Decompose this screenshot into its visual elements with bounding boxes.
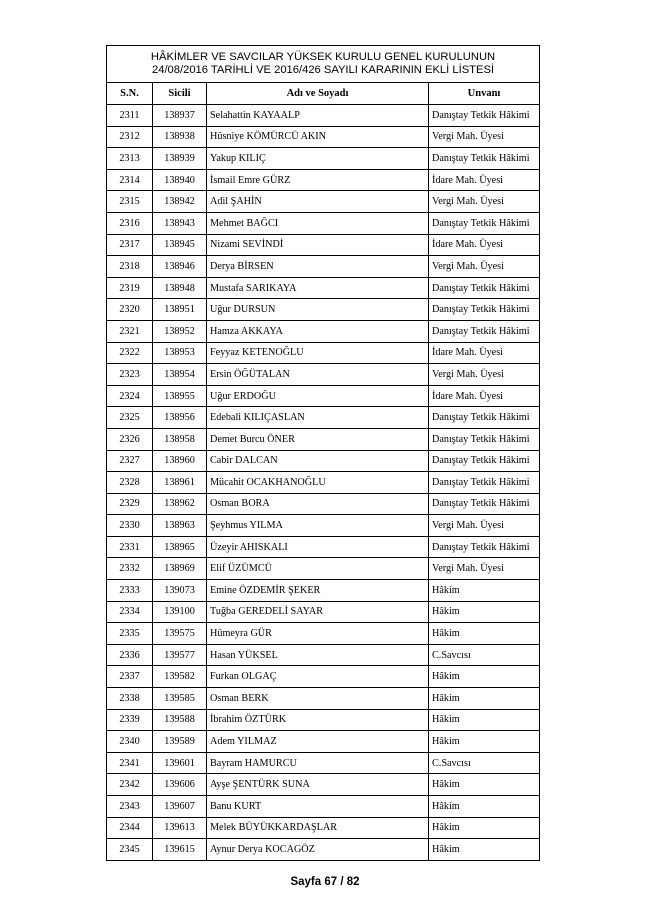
table-row	[107, 536, 540, 558]
cell-sicil: 139601	[153, 752, 207, 774]
cell-name: İsmail Emre GÜRZ	[207, 169, 429, 191]
cell-name: Derya BİRSEN	[207, 256, 429, 278]
cell-sicil: 139589	[153, 731, 207, 753]
cell-sicil: 138939	[153, 148, 207, 170]
cell-name: Edebali KILIÇASLAN	[207, 407, 429, 429]
cell-title: Danıştay Tetkik Hâkimi	[429, 472, 540, 494]
table-row	[107, 709, 540, 731]
cell-sicil: 138956	[153, 407, 207, 429]
cell-sn: 2333	[107, 580, 153, 602]
cell-title: Danıştay Tetkik Hâkimi	[429, 450, 540, 472]
cell-sn: 2315	[107, 191, 153, 213]
table-row	[107, 126, 540, 148]
cell-title: İdare Mah. Üyesi	[429, 234, 540, 256]
cell-title: Hâkim	[429, 796, 540, 818]
cell-title: Vergi Mah. Üyesi	[429, 558, 540, 580]
cell-name: Osman BORA	[207, 493, 429, 515]
cell-title: Danıştay Tetkik Hâkimi	[429, 536, 540, 558]
cell-sicil: 139073	[153, 580, 207, 602]
cell-name: Selahattin KAYAALP	[207, 105, 429, 127]
cell-sn: 2325	[107, 407, 153, 429]
cell-sicil: 138945	[153, 234, 207, 256]
cell-sicil: 138963	[153, 515, 207, 537]
header-name: Adı ve Soyadı	[207, 83, 429, 105]
cell-sn: 2335	[107, 623, 153, 645]
cell-name: Mehmet BAĞCI	[207, 212, 429, 234]
cell-name: Ersin ÖĞÜTALAN	[207, 364, 429, 386]
table-row	[107, 493, 540, 515]
cell-sn: 2321	[107, 320, 153, 342]
table-row	[107, 644, 540, 666]
table-row	[107, 731, 540, 753]
cell-name: Üzeyir AHISKALI	[207, 536, 429, 558]
cell-sn: 2343	[107, 796, 153, 818]
cell-sicil: 139575	[153, 623, 207, 645]
cell-sn: 2324	[107, 385, 153, 407]
header-sicil: Sicili	[153, 83, 207, 105]
table-row	[107, 299, 540, 321]
cell-sicil: 139582	[153, 666, 207, 688]
document-title	[107, 46, 540, 83]
cell-name: Banu KURT	[207, 796, 429, 818]
cell-title: Danıştay Tetkik Hâkimi	[429, 493, 540, 515]
table-row	[107, 169, 540, 191]
cell-sicil: 138961	[153, 472, 207, 494]
cell-title: Danıştay Tetkik Hâkimi	[429, 148, 540, 170]
table-row	[107, 428, 540, 450]
cell-title: Danıştay Tetkik Hâkimi	[429, 105, 540, 127]
cell-sicil: 138951	[153, 299, 207, 321]
cell-sn: 2316	[107, 212, 153, 234]
cell-sn: 2320	[107, 299, 153, 321]
cell-sicil: 139577	[153, 644, 207, 666]
table-row	[107, 601, 540, 623]
header-title: Unvanı	[429, 83, 540, 105]
cell-sn: 2338	[107, 688, 153, 710]
cell-sicil: 139606	[153, 774, 207, 796]
cell-name: Hamza AKKAYA	[207, 320, 429, 342]
cell-name: Emine ÖZDEMİR ŞEKER	[207, 580, 429, 602]
cell-sn: 2328	[107, 472, 153, 494]
cell-title: Hâkim	[429, 709, 540, 731]
cell-sicil: 138962	[153, 493, 207, 515]
cell-sn: 2345	[107, 839, 153, 861]
table-row	[107, 580, 540, 602]
table-row	[107, 320, 540, 342]
cell-sn: 2330	[107, 515, 153, 537]
cell-sicil: 138948	[153, 277, 207, 299]
cell-sn: 2313	[107, 148, 153, 170]
cell-sn: 2312	[107, 126, 153, 148]
cell-title: Danıştay Tetkik Hâkimi	[429, 277, 540, 299]
cell-name: Adem YILMAZ	[207, 731, 429, 753]
cell-sn: 2314	[107, 169, 153, 191]
table-row	[107, 450, 540, 472]
cell-sicil: 138937	[153, 105, 207, 127]
cell-title: Hâkim	[429, 601, 540, 623]
cell-title: Danıştay Tetkik Hâkimi	[429, 407, 540, 429]
cell-name: Bayram HAMURCU	[207, 752, 429, 774]
cell-title: Danıştay Tetkik Hâkimi	[429, 212, 540, 234]
cell-name: Adil ŞAHİN	[207, 191, 429, 213]
title-line-2: 24/08/2016 TARİHLİ VE 2016/426 SAYILI KARARININ EKLİ LİSTESİ	[152, 64, 495, 76]
personnel-table	[106, 45, 540, 861]
cell-sicil: 138954	[153, 364, 207, 386]
cell-sn: 2317	[107, 234, 153, 256]
cell-title: Vergi Mah. Üyesi	[429, 191, 540, 213]
page-number: Sayfa 67 / 82	[290, 876, 360, 888]
cell-sicil: 139100	[153, 601, 207, 623]
cell-sicil: 138942	[153, 191, 207, 213]
cell-title: Vergi Mah. Üyesi	[429, 515, 540, 537]
cell-sicil: 139607	[153, 796, 207, 818]
cell-name: Şeyhmus YILMA	[207, 515, 429, 537]
cell-title: İdare Mah. Üyesi	[429, 342, 540, 364]
cell-name: Feyyaz KETENOĞLU	[207, 342, 429, 364]
cell-sn: 2319	[107, 277, 153, 299]
table-row	[107, 623, 540, 645]
table-row	[107, 666, 540, 688]
cell-sn: 2334	[107, 601, 153, 623]
cell-title: C.Savcısı	[429, 644, 540, 666]
title-line-1: HÂKİMLER VE SAVCILAR YÜKSEK KURULU GENEL KURULUNUN	[150, 51, 496, 63]
cell-title: İdare Mah. Üyesi	[429, 169, 540, 191]
cell-name: İbrahim ÖZTÜRK	[207, 709, 429, 731]
cell-sicil: 138938	[153, 126, 207, 148]
cell-title: İdare Mah. Üyesi	[429, 385, 540, 407]
cell-sn: 2340	[107, 731, 153, 753]
table-row	[107, 688, 540, 710]
cell-title: Danıştay Tetkik Hâkimi	[429, 299, 540, 321]
cell-sicil: 139615	[153, 839, 207, 861]
table-row	[107, 407, 540, 429]
cell-name: Tuğba GEREDELİ SAYAR	[207, 601, 429, 623]
cell-title: Danıştay Tetkik Hâkimi	[429, 320, 540, 342]
cell-sicil: 138946	[153, 256, 207, 278]
cell-title: C.Savcısı	[429, 752, 540, 774]
cell-title: Hâkim	[429, 623, 540, 645]
table-row	[107, 342, 540, 364]
header-sn: S.N.	[107, 83, 153, 105]
cell-title: Hâkim	[429, 839, 540, 861]
table-row	[107, 472, 540, 494]
cell-sicil: 138953	[153, 342, 207, 364]
table-row	[107, 364, 540, 386]
cell-sn: 2332	[107, 558, 153, 580]
cell-sicil: 138969	[153, 558, 207, 580]
table-row	[107, 515, 540, 537]
table-header-row	[107, 83, 540, 105]
cell-sicil: 138943	[153, 212, 207, 234]
cell-name: Ayşe ŞENTÜRK SUNA	[207, 774, 429, 796]
cell-title: Hâkim	[429, 817, 540, 839]
cell-sicil: 138965	[153, 536, 207, 558]
table-row	[107, 558, 540, 580]
cell-title: Vergi Mah. Üyesi	[429, 364, 540, 386]
cell-name: Hümeyra GÜR	[207, 623, 429, 645]
cell-title: Hâkim	[429, 731, 540, 753]
cell-sicil: 138960	[153, 450, 207, 472]
cell-sn: 2326	[107, 428, 153, 450]
table-body	[107, 105, 540, 861]
cell-name: Furkan OLGAÇ	[207, 666, 429, 688]
table-row	[107, 277, 540, 299]
table-row	[107, 839, 540, 861]
cell-sicil: 138958	[153, 428, 207, 450]
table-row	[107, 212, 540, 234]
cell-name: Aynur Derya KOCAGÖZ	[207, 839, 429, 861]
cell-sn: 2311	[107, 105, 153, 127]
table-row	[107, 385, 540, 407]
cell-sn: 2327	[107, 450, 153, 472]
table-row	[107, 256, 540, 278]
cell-sn: 2341	[107, 752, 153, 774]
cell-name: Elif ÜZÜMCÜ	[207, 558, 429, 580]
cell-name: Uğur ERDOĞU	[207, 385, 429, 407]
cell-sn: 2336	[107, 644, 153, 666]
cell-title: Danıştay Tetkik Hâkimi	[429, 428, 540, 450]
cell-name: Hüsniye KÖMÜRCÜ AKIN	[207, 126, 429, 148]
cell-title: Vergi Mah. Üyesi	[429, 256, 540, 278]
cell-title: Hâkim	[429, 666, 540, 688]
table-row	[107, 191, 540, 213]
table-row	[107, 105, 540, 127]
cell-sn: 2331	[107, 536, 153, 558]
cell-sicil: 139613	[153, 817, 207, 839]
cell-name: Osman BERK	[207, 688, 429, 710]
table-row	[107, 234, 540, 256]
cell-name: Yakup KILIÇ	[207, 148, 429, 170]
table-row	[107, 774, 540, 796]
cell-name: Mustafa SARIKAYA	[207, 277, 429, 299]
table-row	[107, 817, 540, 839]
cell-sicil: 138952	[153, 320, 207, 342]
cell-name: Hasan YÜKSEL	[207, 644, 429, 666]
cell-sn: 2322	[107, 342, 153, 364]
cell-title: Hâkim	[429, 774, 540, 796]
cell-sn: 2323	[107, 364, 153, 386]
cell-sicil: 139585	[153, 688, 207, 710]
table-row	[107, 752, 540, 774]
cell-sn: 2342	[107, 774, 153, 796]
cell-sicil: 138955	[153, 385, 207, 407]
cell-title: Hâkim	[429, 580, 540, 602]
cell-sn: 2329	[107, 493, 153, 515]
cell-title: Hâkim	[429, 688, 540, 710]
cell-sicil: 138940	[153, 169, 207, 191]
cell-name: Demet Burcu ÖNER	[207, 428, 429, 450]
table-row	[107, 148, 540, 170]
table-row	[107, 796, 540, 818]
cell-name: Uğur DURSUN	[207, 299, 429, 321]
cell-name: Mücahit OCAKHANOĞLU	[207, 472, 429, 494]
cell-name: Cabir DALCAN	[207, 450, 429, 472]
cell-sn: 2318	[107, 256, 153, 278]
cell-sn: 2337	[107, 666, 153, 688]
cell-sn: 2339	[107, 709, 153, 731]
cell-sicil: 139588	[153, 709, 207, 731]
cell-sn: 2344	[107, 817, 153, 839]
cell-title: Vergi Mah. Üyesi	[429, 126, 540, 148]
cell-name: Melek BÜYÜKKARDAŞLAR	[207, 817, 429, 839]
cell-name: Nizami SEVİNDİ	[207, 234, 429, 256]
